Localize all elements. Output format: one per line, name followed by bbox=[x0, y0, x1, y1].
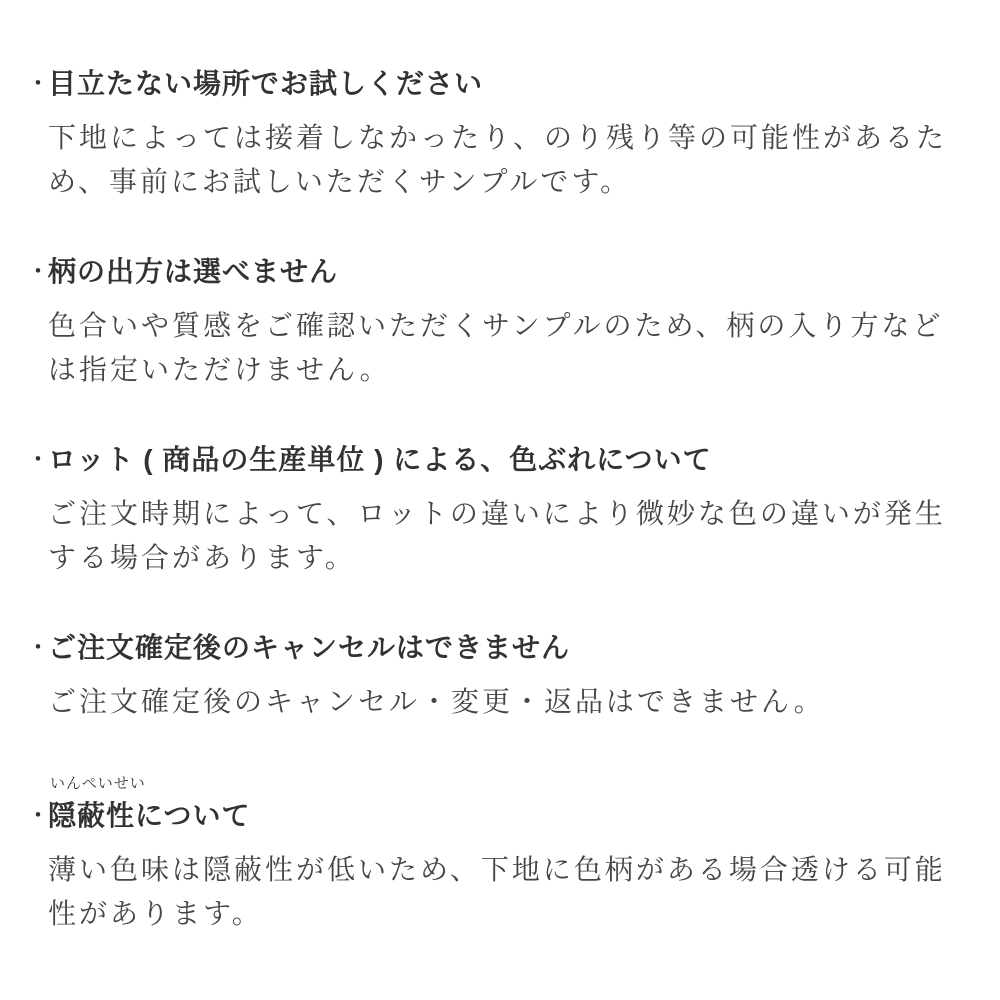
notice-heading: ロット ( 商品の生産単位 ) による、色ぶれについて bbox=[48, 444, 712, 475]
bullet-marker: ・ bbox=[28, 637, 48, 659]
bullet-marker: ・ bbox=[28, 805, 48, 827]
bullet-marker: ・ bbox=[28, 449, 48, 471]
heading-base: 隠蔽性 bbox=[48, 800, 136, 831]
notice-section bbox=[28, 628, 970, 724]
ruby-wrap bbox=[48, 775, 146, 836]
notice-section bbox=[28, 440, 970, 580]
notice-heading-row bbox=[28, 440, 970, 480]
notice-body: 色合いや質感をご確認いただくサンプルのため、柄の入り方などは指定いただけません。 bbox=[48, 310, 944, 385]
notice-heading-row bbox=[28, 252, 970, 292]
notice-heading bbox=[48, 775, 251, 836]
notice-body: ご注文時期によって、ロットの違いにより微妙な色の違いが発生する場合があります。 bbox=[48, 498, 946, 573]
notice-heading-row bbox=[28, 628, 970, 668]
notice-body: 薄い色味は隠蔽性が低いため、下地に色柄がある場合透ける可能性があります。 bbox=[48, 854, 946, 929]
furigana-label: いんぺいせい bbox=[50, 775, 146, 792]
heading-suffix: について bbox=[135, 800, 251, 831]
bullet-marker: ・ bbox=[28, 261, 48, 283]
notice-heading-row bbox=[28, 64, 970, 104]
notice-section bbox=[28, 772, 970, 936]
notice-body: 下地によっては接着しなかったり、のり残り等の可能性があるため、事前にお試しいただくサンプルです。 bbox=[48, 122, 948, 197]
notice-section bbox=[28, 64, 970, 204]
notice-section bbox=[28, 252, 970, 392]
notice-body: ご注文確定後のキャンセル・変更・返品はできません。 bbox=[48, 686, 825, 717]
notice-heading: 柄の出方は選べません bbox=[48, 256, 339, 287]
notice-heading: 目立たない場所でお試しください bbox=[48, 68, 484, 99]
notice-heading-row bbox=[28, 772, 970, 836]
bullet-marker: ・ bbox=[28, 73, 48, 95]
notice-heading: ご注文確定後のキャンセルはできません bbox=[48, 632, 571, 663]
